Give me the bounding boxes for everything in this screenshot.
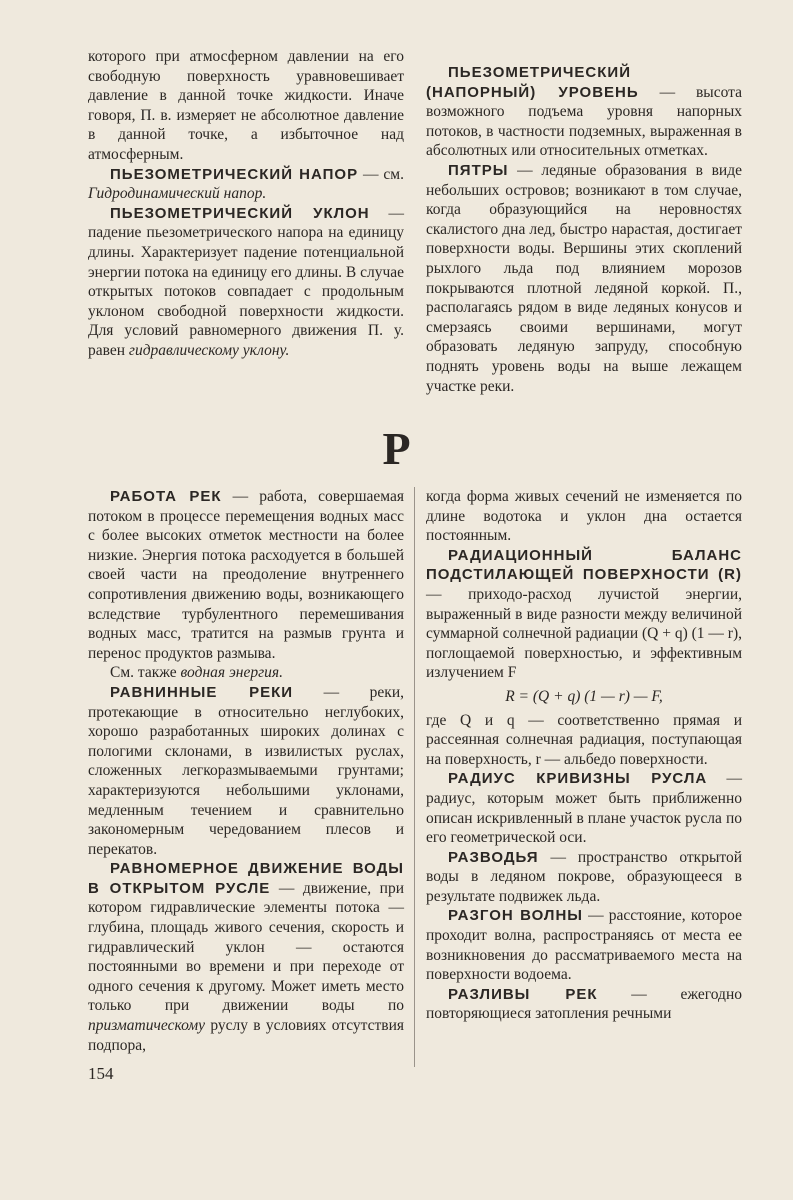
entry-text: — высота возможного подъема уровня напорных потоков, в частности подземных, выраженная в абсолютных или относительных отметках.	[426, 83, 742, 160]
see-also-text: См. также	[110, 664, 181, 682]
radiation-formula: R = (Q + q) (1 — r) — F,	[505, 687, 663, 705]
entry-term: РАВНИННЫЕ РЕКИ	[110, 683, 294, 701]
entry-text: — ледяные образования в виде небольших островов; возникают в том случае, когда образующийся на неровностях скалистого дна лед, быстро нарастая, достигает поверхности воды. Вершины этих скоплений рыхлого льда под влиянием морозов покрываются плотной ледяной коркой. П., располагаясь рядом в виде ледяных конусов и смерзаясь своими вершинами, могут образовать ледяную запруду, способную поднять уровень воды на выше лежащем участке реки.	[426, 161, 742, 395]
entry-text: — приходо-расход лучистой энергии, выраженный в виде разности между величиной суммарной солнечной радиации (Q + q) (1 — r), поглощаемой поверхностью, и эффективным излучением F	[426, 585, 742, 682]
entry-text: — расстояние, которое проходит волна, распространяясь от места ее возникновения до рассматриваемого места на поверхности водоема.	[426, 907, 742, 984]
entry-term: РАЗВОДЬЯ	[448, 848, 539, 866]
entry-piezometric-head	[88, 165, 404, 204]
entry-term: РАЗГОН ВОЛНЫ	[448, 907, 583, 925]
entry-term: РАДИУС КРИВИЗНЫ РУСЛА	[448, 770, 708, 788]
entry-razvodya	[426, 848, 742, 907]
entry-text: — падение пьезометрического напора на единицу длины. Характеризует падение потенциальной энергии потока на единицу его длины. В случае открытых потоков совпадает с продольным уклоном свободной поверхности жидкости. Для условий равномерного движения П. у. равен	[88, 204, 405, 359]
entry-uniform-flow	[88, 859, 404, 1055]
see-also-reference: водная энергия.	[180, 664, 283, 682]
entry-term: РАЗЛИВЫ РЕК	[448, 985, 598, 1003]
entry-river-floods	[426, 985, 742, 1024]
entry-term: ПЬЕЗОМЕТРИЧЕСКИЙ (НАПОРНЫЙ) УРОВЕНЬ	[426, 64, 639, 101]
entry-curvature-radius	[426, 769, 742, 847]
column-top-left	[88, 47, 404, 361]
entry-reference: гидравлическому уклону.	[128, 341, 290, 359]
entry-pyatry	[426, 161, 742, 396]
entry-text: — пространство открытой воды в ледяном покрове, образующееся в результате подвижек льда.	[426, 848, 742, 905]
entry-reference: Гидродинамический напор.	[88, 185, 267, 203]
entry-wave-fetch	[426, 906, 742, 984]
formula-explanation: где Q и q — соответственно прямая и рассеянная солнечная радиация, поступающая на поверхность, r — альбедо поверхности.	[426, 711, 742, 768]
entry-term: РАВНОМЕРНОЕ ДВИЖЕНИЕ ВОДЫ В ОТКРЫТОМ РУСЛЕ	[88, 860, 404, 897]
entry-reference: призматическому	[88, 1017, 206, 1035]
entry-plain-rivers	[88, 683, 404, 859]
entry-text: — радиус, которым может быть приближенно описан искривленный в плане участок русла по его геометрической оси.	[426, 770, 743, 847]
entry-text: — ежегодно повторяющиеся затопления речными	[426, 985, 742, 1023]
entry-piezometric-level	[426, 63, 742, 161]
entry-term: ПЯТРЫ	[448, 161, 509, 179]
column-bottom-left	[88, 487, 404, 1055]
column-bottom-right	[426, 487, 742, 1024]
entry-piezometric-slope	[88, 204, 404, 361]
entry-radiation-balance	[426, 546, 742, 683]
see-also	[88, 663, 404, 683]
page-number: 154	[88, 1064, 114, 1083]
entry-term: ПЬЕЗОМЕТРИЧЕСКИЙ УКЛОН	[110, 204, 370, 222]
entry-term: РАДИАЦИОННЫЙ БАЛАНС ПОДСТИЛАЮЩЕЙ ПОВЕРХНОСТИ (R)	[426, 546, 742, 584]
section-letter: Р	[382, 423, 411, 474]
entry-text: — движение, при котором гидравлические элементы потока — глубина, площадь живого сечения, скорость и гидравлический уклон — остаются постоянными во времени и при переходе от одного сечения к другому. Может иметь место только при движении воды по	[88, 879, 404, 1015]
column-top-right	[426, 63, 742, 396]
entry-term: ПЬЕЗОМЕТРИЧЕСКИЙ НАПОР	[110, 165, 359, 183]
entry-river-work	[88, 487, 404, 663]
entry-text: — работа, совершаемая потоком в процессе перемещения водных масс с более высоких отметок местности на более низкие. Энергия потока расходуется в большей своей части на преодоление внутреннего сопротивления движению воды, возникающего вследствие турбулентного перемешивания водных масс, тратится на размыв грунта и перенос продуктов размыва.	[88, 488, 404, 662]
continuation-text: которого при атмосферном давлении на его свободную поверхность уравновешивает давление в данной точке жидкости. Иначе говоря, П. в. измеряет не абсолютное давление в данной точке, а избыточное над атмосферным.	[88, 48, 404, 163]
entry-text: — см.	[358, 165, 404, 183]
column-divider	[414, 487, 415, 1067]
entry-text-continued: руслу в условиях отсутствия подпора,	[88, 1017, 404, 1054]
entry-text: — реки, протекающие в относительно неглубоких, хорошо разработанных широких долинах с пологими склонами, в извилистых руслах, сложенных легкоразмываемыми грунтами; характеризуются небольшими уклонами, медленным течением и сравнительно закономерным чередованием плесов и перекатов.	[88, 683, 404, 858]
entry-term: РАБОТА РЕК	[110, 488, 222, 505]
continuation-text: когда форма живых сечений не изменяется по длине водотока и уклон дна остается постоянным.	[426, 488, 742, 545]
